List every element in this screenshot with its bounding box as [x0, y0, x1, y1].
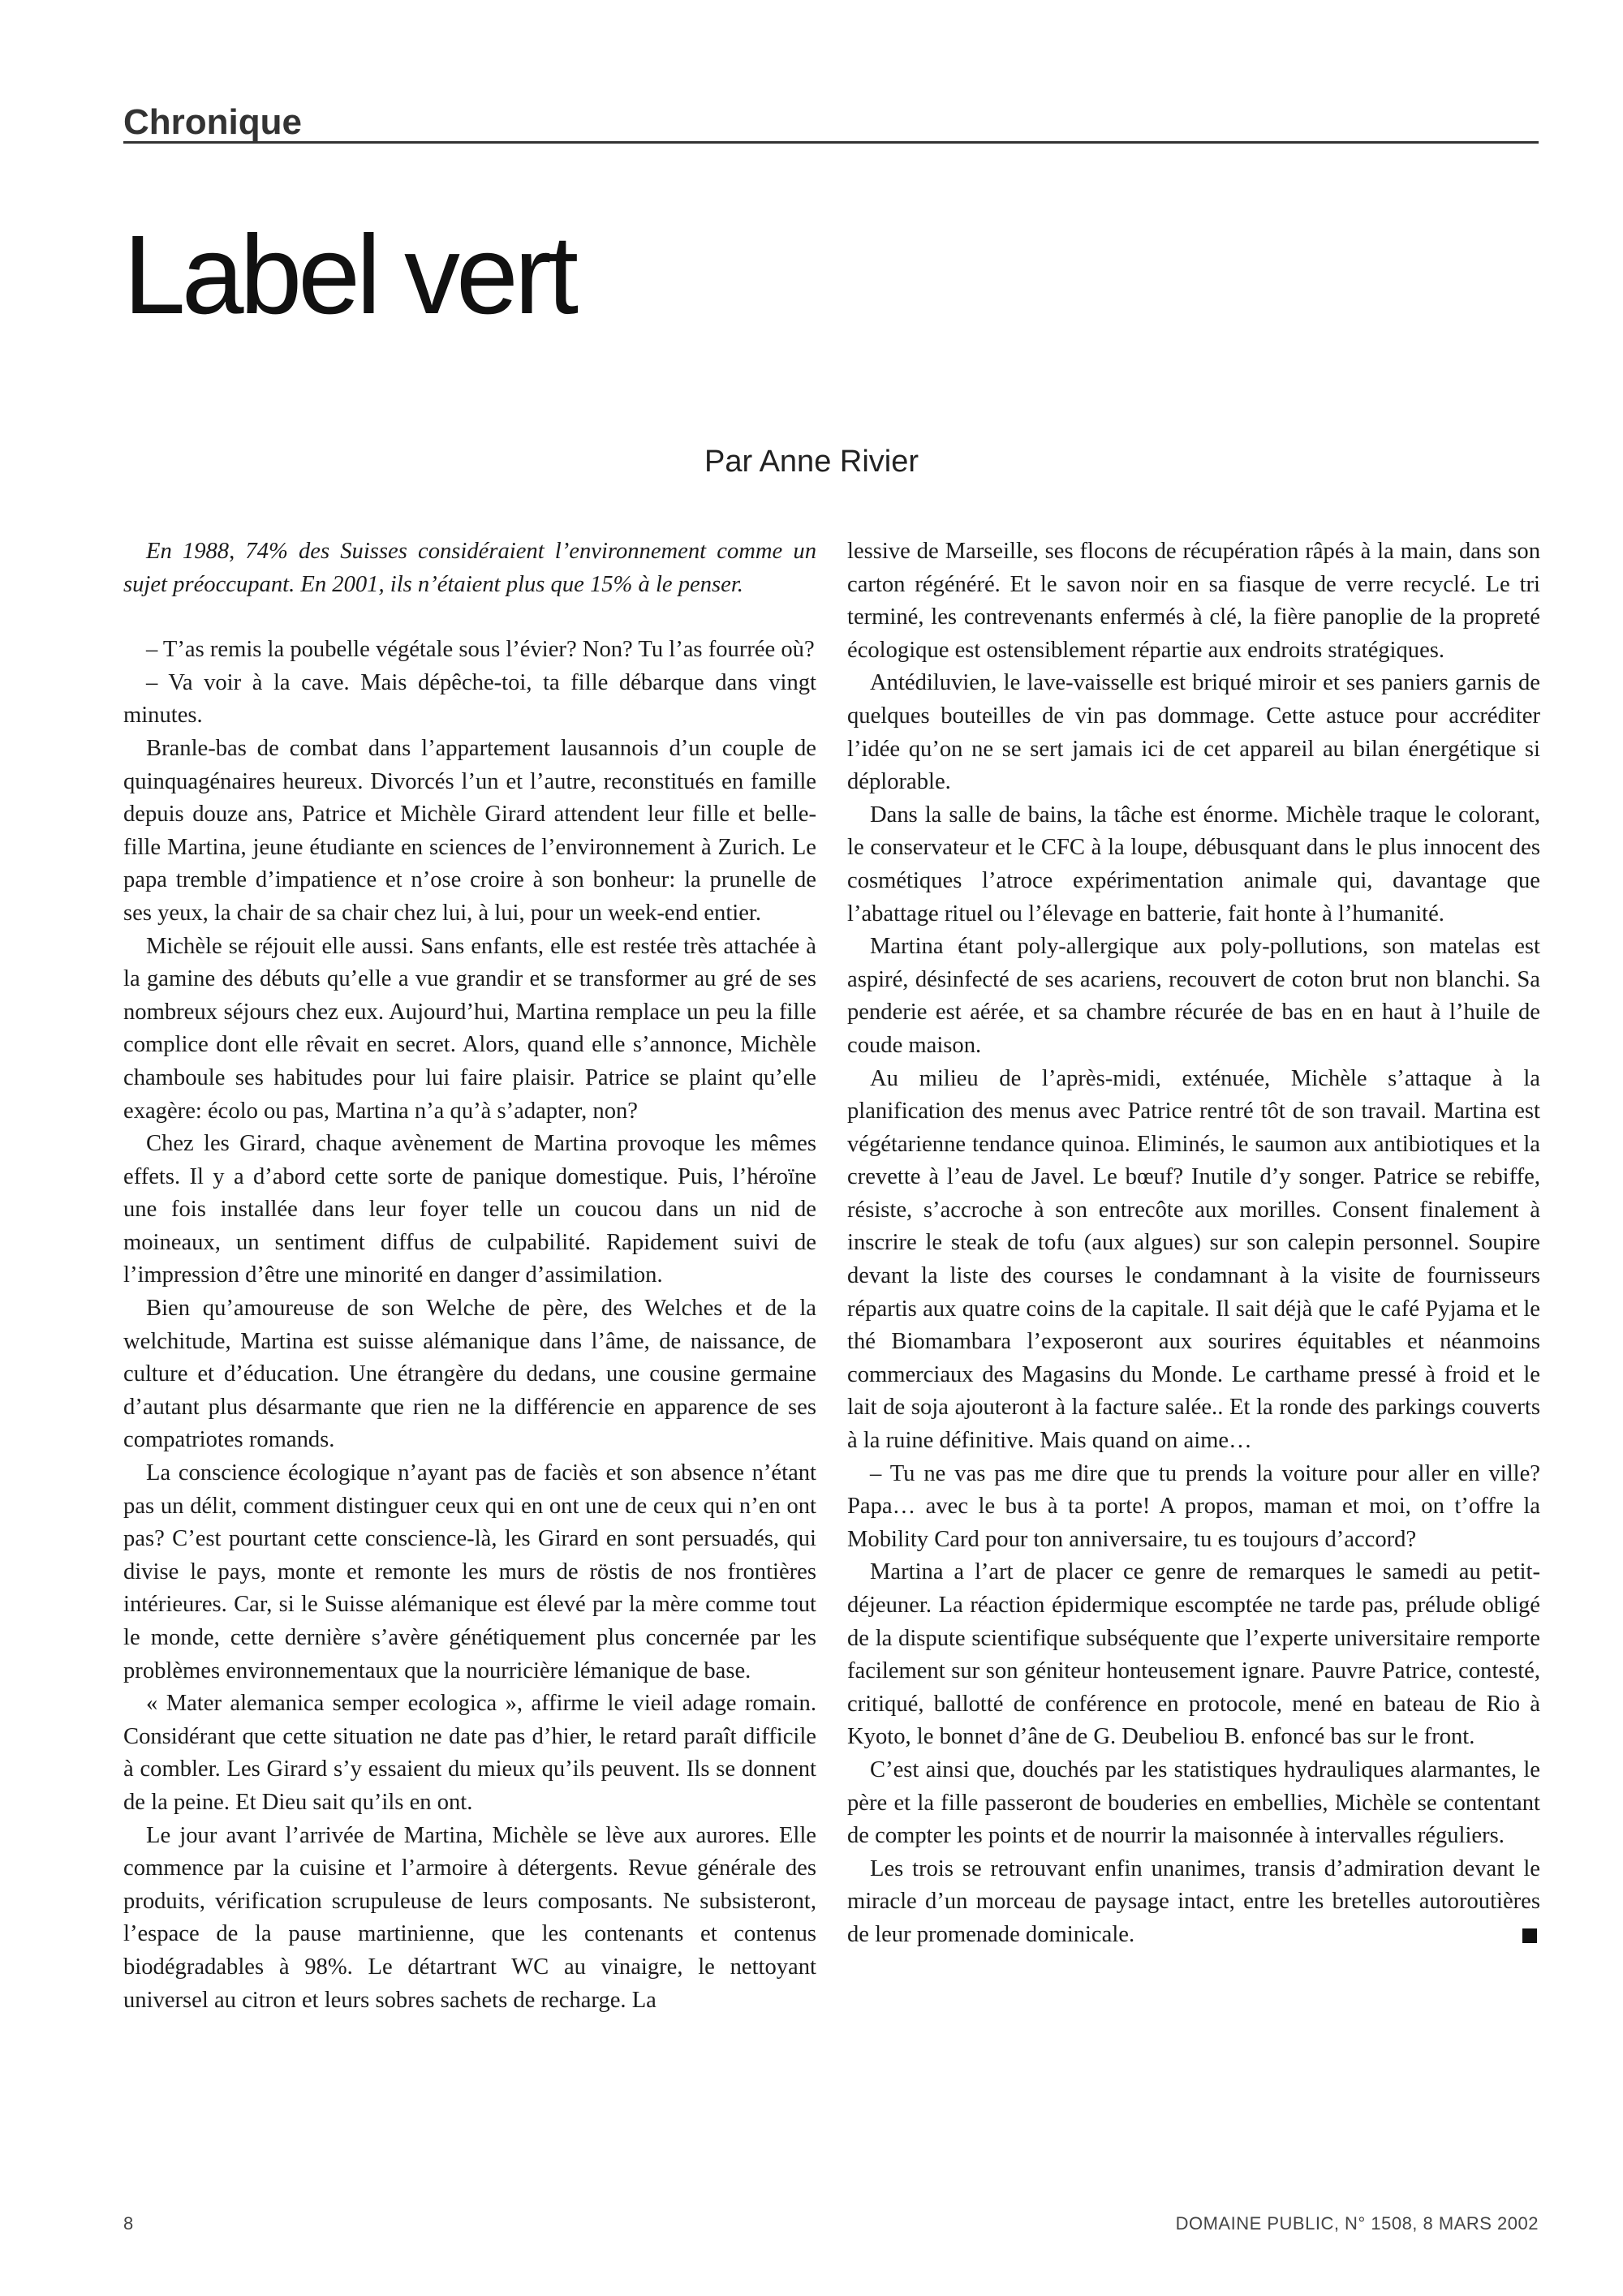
- paragraph: – Va voir à la cave. Mais dépêche-toi, ta fille débarque dans vingt minutes.: [123, 669, 816, 729]
- paragraph: Au milieu de l’après-midi, exténuée, Michèle s’attaque à la planification des menus avec Patrice rentré tôt de son travail. Martina est végétarienne tendance quinoa. Eliminés, le saumon aux antibiotiques et la crevette à l’eau de Javel. Le bœuf? Inutile d’y songer. Patrice se rebiffe, résiste, s’accroche à son entrecôte aux morilles. Consent finalement à inscrire le steak de tofu (aux algues) sur son calepin personnel. Soupire devant la liste des courses le condamnant à la visite de fournisseurs répartis aux quatre coins de la capitale. Il sait déjà que le café Pyjama et le thé Biomambara l’exposeront aux sourires équitables et néanmoins commerciaux des Magasins du Monde. Le carthame pressé à froid et le lait de soja ajouteront à la facture salée.. Et la ronde des parkings couverts à la ruine définitive. Mais quand on aime…: [847, 1065, 1540, 1454]
- paragraph-final: [847, 1853, 1540, 1952]
- rubric-divider: [123, 141, 1539, 144]
- paragraph: Chez les Girard, chaque avènement de Martina provoque les mêmes effets. Il y a d’abord cette sorte de panique domestique. Puis, l’héroïne une fois installée dans leur foyer telle un coucou dans un nid de moineaux, un sentiment diffus de culpabilité. Rapidement suivi de l’impression d’être une minorité en danger d’assimilation.: [123, 1131, 816, 1288]
- end-of-article-mark: [1522, 1928, 1537, 1943]
- paragraph: Le jour avant l’arrivée de Martina, Michèle se lève aux aurores. Elle commence par la cuisine et l’armoire à détergents. Revue générale des produits, vérification scrupuleuse de leurs composants. Ne subsisteront, l’espace de la pause martinienne, que les contenants et contenus biodégradables à 98%. Le détartrant WC au vinaigre, le nettoyant universel au citron et leurs sobres sachets de recharge. La: [123, 1822, 816, 2013]
- article-byline: Par Anne Rivier: [704, 445, 919, 479]
- paragraph: – T’as remis la poubelle végétale sous l’évier? Non? Tu l’as fourrée où?: [146, 637, 815, 663]
- final-paragraph-text: Les trois se retrouvant enfin unanimes, transis d’admiration devant le miracle d’un morceau de paysage intact, entre les bretelles autoroutières de leur promenade dominicale.: [847, 1855, 1540, 1947]
- publication-info: DOMAINE PUBLIC, N° 1508, 8 MARS 2002: [1175, 2213, 1539, 2234]
- article-column-right: [847, 535, 1540, 1952]
- paragraph: « Mater alemanica semper ecologica », affirme le vieil adage romain. Considérant que cette situation ne date pas d’hier, le retard paraît difficile à combler. Les Girard s’y essaient du mieux qu’ils peuvent. Ils se donnent de la peine. Et Dieu sait qu’ils en ont.: [123, 1691, 816, 1815]
- paragraph: Martina étant poly-allergique aux poly-pollutions, son matelas est aspiré, désinfecté de ses acariens, recouvert de coton brut non blanchi. Sa penderie est aérée, et sa chambre récurée de bas en en haut à l’huile de coude maison.: [847, 934, 1540, 1058]
- paragraph: Michèle se réjouit elle aussi. Sans enfants, elle est restée très attachée à la gamine des débuts qu’elle a vue grandir et se transformer au gré de ses nombreux séjours chez eux. Aujourd’hui, Martina remplace un peu la fille complice dont elle rêvait en secret. Alors, quand elle s’annonce, Michèle chamboule ses habitudes pour lui faire plaisir. Patrice se plaint qu’elle exagère: écolo ou pas, Martina n’a qu’à s’adapter, non?: [123, 933, 816, 1124]
- section-rubric: Chronique: [123, 102, 302, 142]
- article-lead: En 1988, 74% des Suisses considéraient l’environnement comme un sujet préoccupant. En 2001, ils n’étaient plus que 15% à le penser.: [123, 539, 816, 597]
- paragraph: – Tu ne vas pas me dire que tu prends la voiture pour aller en ville? Papa… avec le bus à ta porte! A propos, maman et moi, on t’offre la Mobility Card pour ton anniversaire, tu es toujours d’accord?: [847, 1460, 1540, 1552]
- paragraph: Bien qu’amoureuse de son Welche de père, des Welches et de la welchitude, Martina est suisse alémanique dans l’âme, de naissance, de culture et d’éducation. Une étrangère du dedans, une cousine germaine d’autant plus désarmante que rien ne la différencie en apparence de ses compatriotes romands.: [123, 1296, 816, 1453]
- paragraph-continued: lessive de Marseille, ses flocons de récupération râpés à la main, dans son carton régénéré. Et le savon noir en sa fiasque de verre recyclé. Le tri terminé, les contrevenants enfermés à clé, la fière panoplie de la propreté écologique est ostensiblement répartie aux endroits stratégiques.: [847, 539, 1540, 663]
- paragraph: Antédiluvien, le lave-vaisselle est briqué miroir et ses paniers garnis de quelques bouteilles de vin pas dommage. Cette astuce pour accréditer l’idée qu’on ne se sert jamais ici de cet appareil au bilan énergétique si déplorable.: [847, 670, 1540, 795]
- paragraph: Branle-bas de combat dans l’appartement lausannois d’un couple de quinquagénaires heureux. Divorcés l’un et l’autre, reconstitués en famille depuis douze ans, Patrice et Michèle Girard attendent leur fille et belle-fille Martina, jeune étudiante en sciences de l’environnement à Zurich. Le papa tremble d’impatience et n’ose croire à son bonheur: la prunelle de ses yeux, la chair de sa chair chez lui, à lui, pour un week-end entier.: [123, 735, 816, 926]
- paragraph: Martina a l’art de placer ce genre de remarques le samedi au petit-déjeuner. La réaction épidermique escomptée ne tarde pas, prélude obligé de la dispute scientifique subséquente que l’experte universitaire remporte facilement sur son géniteur honteusement ignare. Pauvre Patrice, contesté, critiqué, ballotté de conférence en protocole, mené en bateau de Rio à Kyoto, le bonnet d’âne de G. Deubeliou B. enfoncé bas sur le front.: [847, 1559, 1540, 1750]
- paragraph: La conscience écologique n’ayant pas de faciès et son absence n’étant pas un délit, comment distinguer ceux qui en ont une de ceux qui n’en ont pas? C’est pourtant cette conscience-là, les Girard en sont persuadés, qui divise le pays, monte et remonte les murs de röstis de nos frontières intérieures. Car, si le Suisse alémanique est élevé par la mère comme tout le monde, cette dernière s’avère génétiquement plus concernée par les problèmes environnementaux que la nourricière lémanique de base.: [123, 1460, 816, 1683]
- page-number: 8: [123, 2213, 134, 2234]
- paragraph: C’est ainsi que, douchés par les statistiques hydrauliques alarmantes, le père et la fille passeront de bouderies en embellies, Michèle se contentant de compter les points et de nourrir la maisonnée à intervalles réguliers.: [847, 1756, 1540, 1849]
- article-title: Label vert: [123, 213, 575, 338]
- article-column-left: [123, 535, 816, 2017]
- paragraph: Dans la salle de bains, la tâche est énorme. Michèle traque le colorant, le conservateur et le CFC à la loupe, débusquant dans le plus innocent des cosmétiques l’atroce expérimentation animale qui, davantage que l’abattage rituel ou l’élevage en batterie, fait honte à l’humanité.: [847, 802, 1540, 927]
